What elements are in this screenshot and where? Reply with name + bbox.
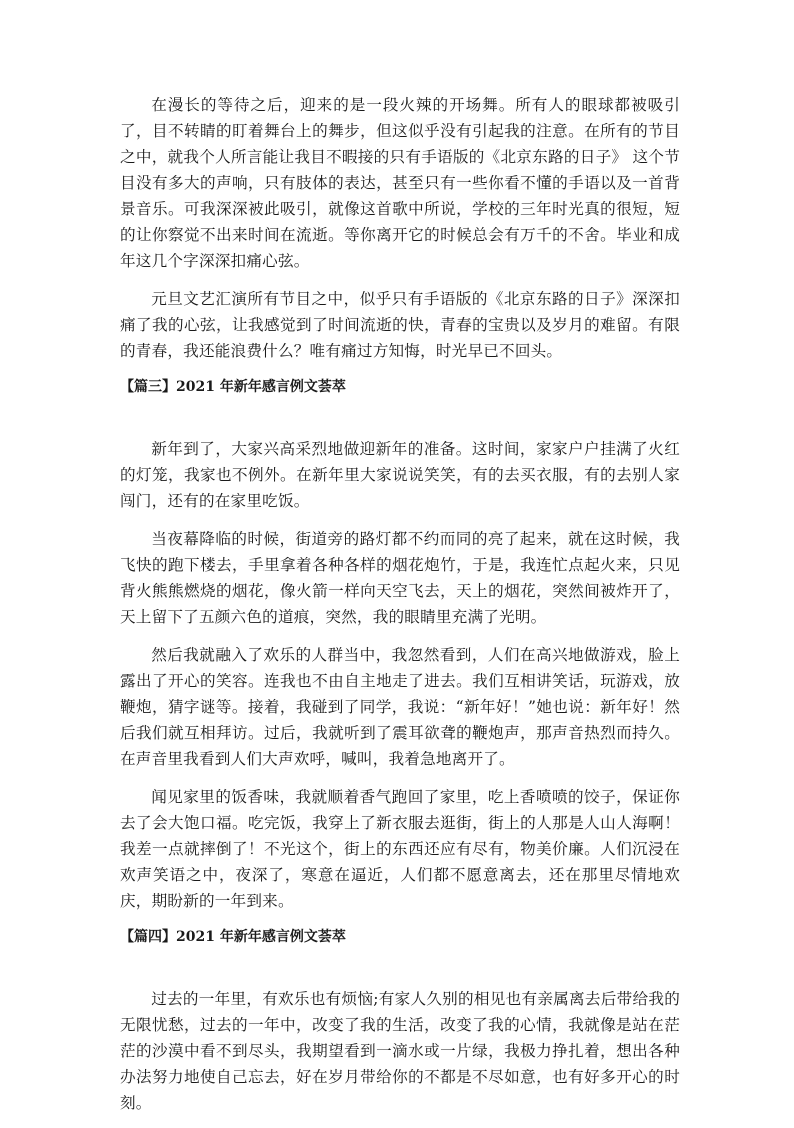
section-spacer [120,398,680,436]
section-spacer [120,948,680,986]
body-paragraph: 在漫长的等待之后，迎来的是一段火辣的开场舞。所有人的眼球都被吸引了，目不转睛的盯着舞台上的舞步，但这似乎没有引起我的注意。在所有的节目之中，就我个人所言能让我目不暇接的只有手语版的《北京东路的日子》 这个节目没有多大的声响，只有肢体的表达，甚至只有一些你看不懂的手语以及一首背景音乐。可我深深被此吸引，就像这首歌中所说，学校的三年时光真的很短，短的让你察觉不出来时间在流逝。等你离开它的时候总会有万千的不舍。毕业和成年这几个字深深扣痛心弦。 [120,96,680,270]
body-paragraph: 然后我就融入了欢乐的人群当中，我忽然看到，人们在高兴地做游戏，脸上露出了开心的笑容。连我也不由自主地走了进去。我们互相讲笑话，玩游戏，放鞭炮，猜字谜等。接着，我碰到了同学，我说：“新年好！”她也说：新年好！然后我们就互相拜访。过后，我就听到了震耳欲聋的鞭炮声，那声音热烈而持久。在声音里我看到人们大声欢呼，喊叫，我着急地离开了。 [120,646,680,768]
section-three-heading: 【篇三】2021 年新年感言例文荟萃 [120,379,346,395]
document-page [120,92,680,1128]
body-paragraph: 新年到了，大家兴高采烈地做迎新年的准备。这时间，家家户户挂满了火红的灯笼，我家也不例外。在新年里大家说说笑笑，有的去买衣服，有的去别人家闯门，还有的在家里吃饭。 [120,440,680,510]
body-paragraph: 当夜幕降临的时候，街道旁的路灯都不约而同的亮了起来，就在这时候，我飞快的跑下楼去，手里拿着各种各样的烟花炮竹，于是，我连忙点起火来，只见背火熊熊燃烧的烟花，像火箭一样向天空飞去，天上的烟花，突然间被炸开了，天上留下了五颜六色的道痕，突然，我的眼睛里充满了光明。 [120,530,680,626]
section-four-heading: 【篇四】2021 年新年感言例文荟萃 [120,929,346,945]
body-paragraph: 元旦文艺汇演所有节目之中，似乎只有手语版的《北京东路的日子》深深扣痛了我的心弦，让我感觉到了时间流逝的快，青春的宝贵以及岁月的难留。有限的青春，我还能浪费什么？唯有痛过方知悔，时光早已不回头。 [120,290,680,360]
body-paragraph: 过去的一年里，有欢乐也有烦恼;有家人久别的相见也有亲属离去后带给我的无限忧愁，过去的一年中，改变了我的生活，改变了我的心情，我就像是站在茫茫的沙漠中看不到尽头，我期望看到一滴水或一片绿，我极力挣扎着，想出各种办法努力地使自己忘去，好在岁月带给你的不都是不尽如意，也有好多开心的时刻。 [120,990,680,1112]
body-paragraph: 闻见家里的饭香味，我就顺着香气跑回了家里，吃上香喷喷的饺子，保证你去了会大饱口福。吃完饭，我穿上了新衣服去逛街，街上的人那是人山人海啊！我差一点就摔倒了！不光这个，街上的东西还应有尽有，物美价廉。人们沉浸在欢声笑语之中，夜深了，寒意在逼近，人们都不愿意离去，还在那里尽情地欢庆，期盼新的一年到来。 [120,788,680,910]
